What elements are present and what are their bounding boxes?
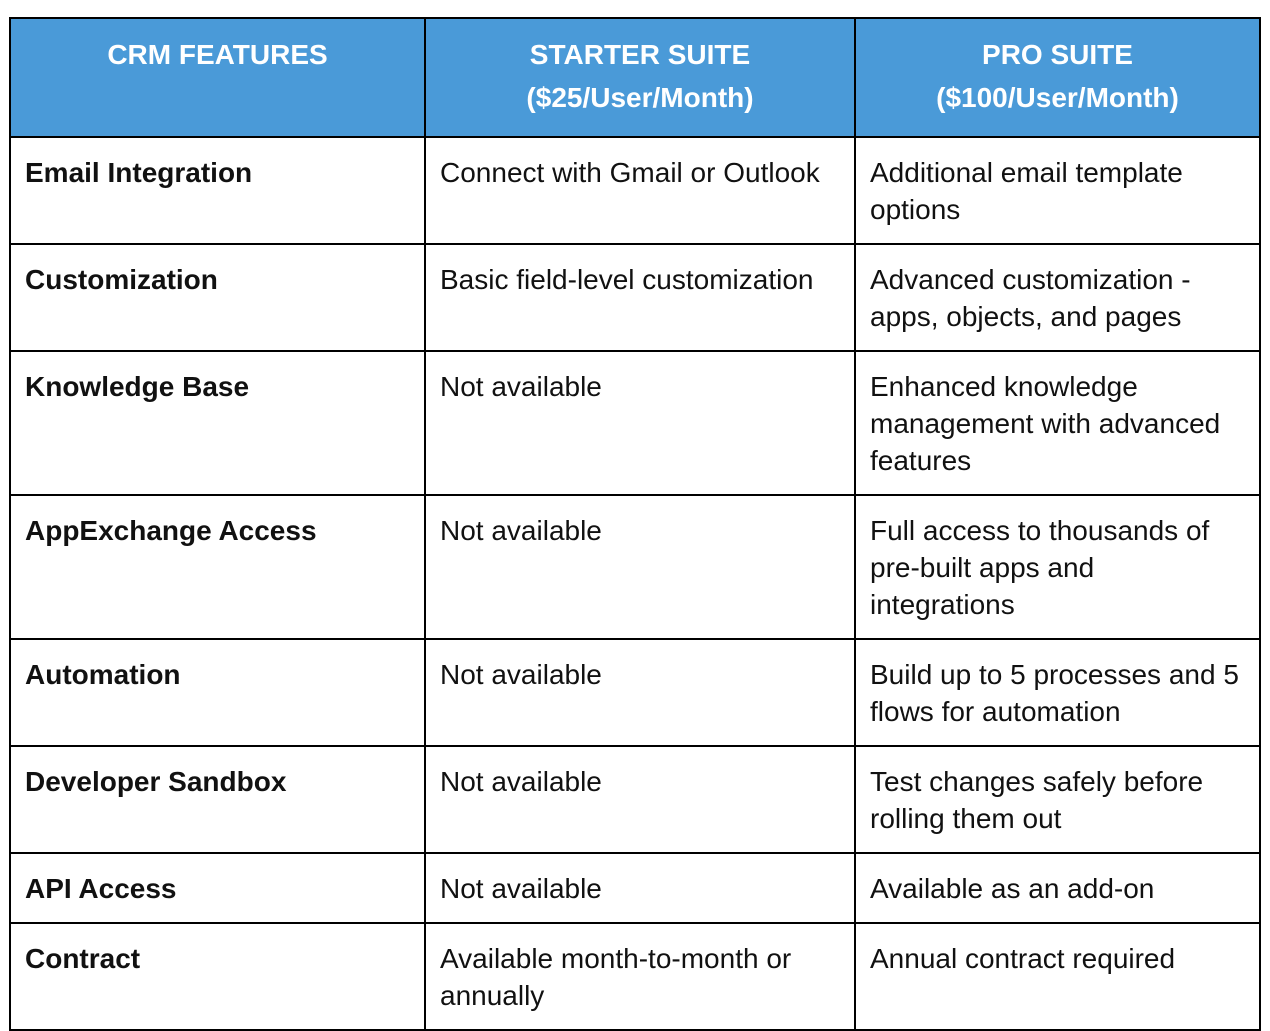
- table-row: [10, 923, 1260, 1030]
- header-starter-suite: [425, 18, 855, 137]
- starter-cell: Not available: [425, 351, 855, 495]
- starter-cell: Not available: [425, 853, 855, 923]
- starter-cell: Connect with Gmail or Outlook: [425, 137, 855, 244]
- header-pro-price: ($100/User/Month): [936, 82, 1179, 113]
- header-starter-name: STARTER SUITE: [529, 39, 751, 70]
- table-row: [10, 137, 1260, 244]
- feature-cell: Contract: [10, 923, 425, 1030]
- table-row: [10, 495, 1260, 639]
- feature-cell: AppExchange Access: [10, 495, 425, 639]
- feature-cell: API Access: [10, 853, 425, 923]
- starter-cell: Not available: [425, 746, 855, 853]
- feature-cell: Email Integration: [10, 137, 425, 244]
- starter-cell: Not available: [425, 495, 855, 639]
- header-row: [10, 18, 1260, 137]
- pro-cell: Available as an add-on: [855, 853, 1260, 923]
- starter-cell: Available month-to-month or annually: [425, 923, 855, 1030]
- header-features-label: CRM FEATURES: [107, 39, 328, 70]
- table-row: [10, 853, 1260, 923]
- header-pro-name: PRO SUITE: [982, 39, 1133, 70]
- starter-cell: Basic field-level customization: [425, 244, 855, 351]
- table-row: [10, 351, 1260, 495]
- table-body: [10, 137, 1260, 1030]
- table-row: [10, 244, 1260, 351]
- pro-cell: Enhanced knowledge management with advanced features: [855, 351, 1260, 495]
- pro-cell: Additional email template options: [855, 137, 1260, 244]
- table-row: [10, 639, 1260, 746]
- pro-cell: Full access to thousands of pre-built apps and integrations: [855, 495, 1260, 639]
- header-starter-price: ($25/User/Month): [526, 82, 754, 113]
- pro-cell: Annual contract required: [855, 923, 1260, 1030]
- feature-cell: Customization: [10, 244, 425, 351]
- feature-cell: Automation: [10, 639, 425, 746]
- table-header: [10, 18, 1260, 137]
- pro-cell: Advanced customization - apps, objects, and pages: [855, 244, 1260, 351]
- crm-comparison-table: [9, 17, 1261, 1031]
- header-pro-suite: [855, 18, 1260, 137]
- starter-cell: Not available: [425, 639, 855, 746]
- table-row: [10, 746, 1260, 853]
- pro-cell: Test changes safely before rolling them out: [855, 746, 1260, 853]
- pro-cell: Build up to 5 processes and 5 flows for automation: [855, 639, 1260, 746]
- feature-cell: Knowledge Base: [10, 351, 425, 495]
- header-crm-features: [10, 18, 425, 137]
- feature-cell: Developer Sandbox: [10, 746, 425, 853]
